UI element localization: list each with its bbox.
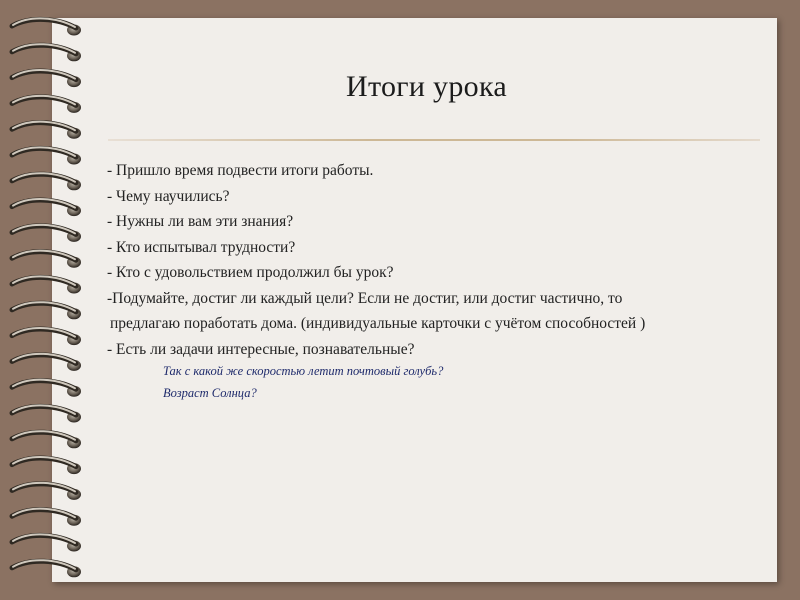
spiral-ring-icon bbox=[12, 483, 81, 500]
title-divider bbox=[108, 139, 760, 141]
spiral-ring-icon bbox=[12, 251, 81, 268]
slide-title: Итоги урока bbox=[346, 70, 507, 103]
summary-line: - Кто испытывал трудности? bbox=[107, 238, 296, 256]
summary-line: -Подумайте, достиг ли каждый цели? Если не достиг, или достиг частично, то bbox=[107, 289, 623, 307]
spiral-ring-icon bbox=[12, 560, 81, 577]
spiral-ring-icon bbox=[12, 431, 81, 448]
spiral-ring-icon bbox=[12, 302, 81, 319]
question-list bbox=[163, 360, 443, 404]
spiral-ring-icon bbox=[12, 276, 81, 293]
spiral-ring-icon bbox=[12, 328, 81, 345]
spiral-ring-icon bbox=[12, 44, 81, 61]
question-item: Так с какой же скоростью летит почтовый голубь? bbox=[163, 364, 444, 378]
summary-line: - Нужны ли вам эти знания? bbox=[107, 213, 294, 230]
spiral-ring-icon bbox=[12, 354, 81, 371]
spiral-ring-icon bbox=[12, 457, 81, 474]
spiral-ring-icon bbox=[12, 225, 81, 242]
spiral-ring-icon bbox=[12, 122, 81, 139]
spiral-ring-icon bbox=[12, 534, 81, 551]
summary-line: предлагаю поработать дома. (индивидуальные карточки с учётом способностей ) bbox=[110, 315, 646, 332]
summary-line: - Кто с удовольствием продолжил бы урок? bbox=[107, 264, 394, 281]
summary-line: - Пришло время подвести итоги работы. bbox=[107, 162, 374, 179]
spiral-ring-icon bbox=[12, 18, 81, 35]
summary-line: - Есть ли задачи интересные, познавательные? bbox=[107, 340, 415, 358]
spiral-ring-icon bbox=[12, 380, 81, 397]
spiral-ring-icon bbox=[12, 173, 81, 190]
spiral-ring-icon bbox=[12, 147, 81, 164]
spiral-ring-icon bbox=[12, 509, 81, 526]
summary-line: - Чему научились? bbox=[107, 187, 230, 205]
spiral-ring-icon bbox=[12, 199, 81, 216]
question-item: Возраст Солнца? bbox=[163, 386, 257, 400]
summary-list bbox=[107, 158, 645, 362]
spiral-ring-icon bbox=[12, 405, 81, 422]
